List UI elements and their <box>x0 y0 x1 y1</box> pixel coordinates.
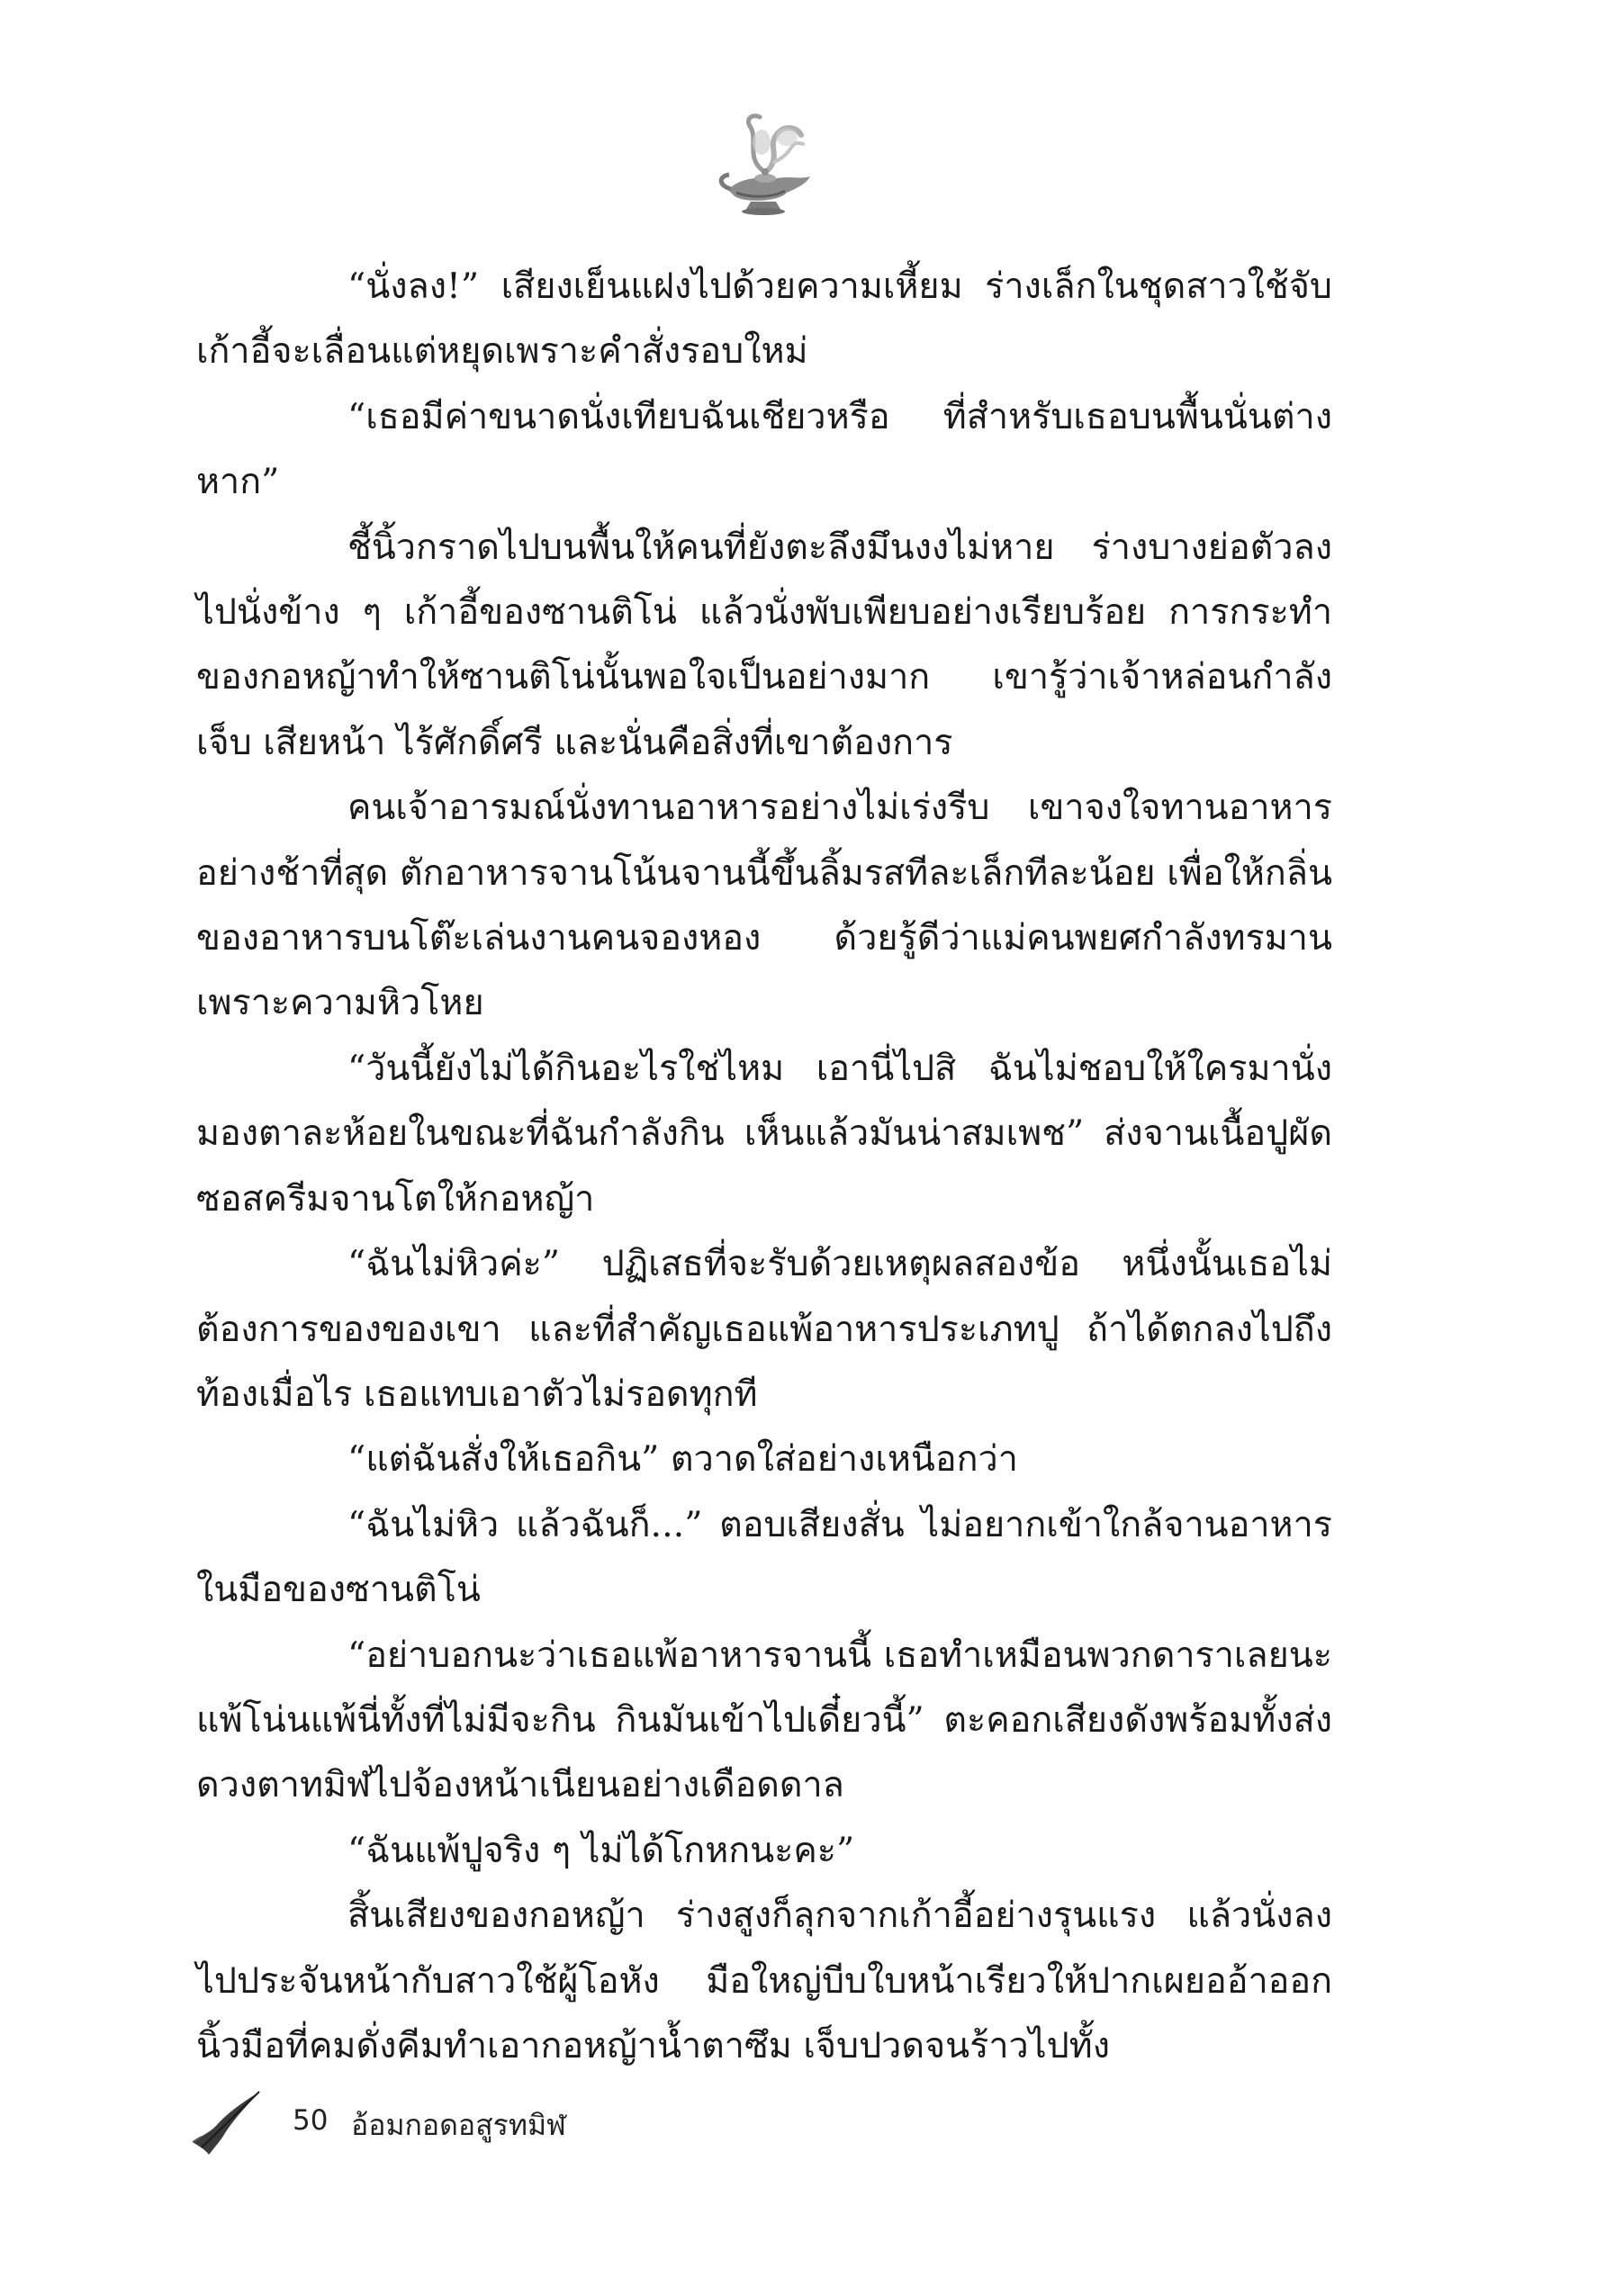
genie-lamp-icon <box>709 108 826 225</box>
paragraph: “ฉันไม่หิว แล้วฉันก็...” ตอบเสียงสั่น ไม่อยากเข้าใกล้จานอาหารในมือของซานติโน่ <box>196 1503 1332 1611</box>
paragraph: “นั่งลง!” เสียงเย็นแฝงไปด้วยความเหี้ยม ร่างเล็กในชุดสาวใช้จับเก้าอี้จะเลื่อนแต่หยุดเพราะคำสั่งรอบใหม่ <box>196 266 1332 373</box>
paragraph: “แต่ฉันสั่งให้เธอกิน” ตวาดใส่อย่างเหนือกว่า <box>347 1438 1018 1481</box>
feather-quill-icon <box>189 2086 261 2158</box>
story-text <box>196 254 1332 2078</box>
paragraph: สิ้นเสียงของกอหญ้า ร่างสูงก็ลุกจากเก้าอี้อย่างรุนแรง แล้วนั่งลงไปประจันหน้ากับสาวใช้ผู้โอหัง มือใหญ่บีบใบหน้าเรียวให้ปากเผยออ้าออก นิ้วมือที่คมดั่งคีมทำเอากอหญ้าน้ำตาซึม เจ็บปวดจนร้าวไปทั้ง <box>196 1895 1332 2066</box>
paragraph: “ฉันไม่หิวค่ะ” ปฏิเสธที่จะรับด้วยเหตุผลสองข้อ หนึ่งนั้นเธอไม่ต้องการของของเขา และที่สำคัญเธอแพ้อาหารประเภทปู ถ้าได้ตกลงไปถึงท้องเมื่อไร เธอแทบเอาตัวไม่รอดทุกที <box>196 1243 1332 1415</box>
paragraph: ชี้นิ้วกราดไปบนพื้นให้คนที่ยังตะลึงมึนงงไม่หาย ร่างบางย่อตัวลงไปนั่งข้าง ๆ เก้าอี้ของซานติโน่ แล้วนั่งพับเพียบอย่างเรียบร้อย การกระทำของกอหญ้าทำให้ซานติโน่นั้นพอใจเป็นอย่างมาก เขารู้ว่าเจ้าหล่อนกำลังเจ็บ เสียหน้า ไร้ศักดิ์ศรี และนั่นคือสิ่งที่เขาต้องการ <box>196 526 1332 763</box>
paragraph: “เธอมีค่าขนาดนั่งเทียบฉันเชียวหรือ ที่สำหรับเธอบนพื้นนั่นต่างหาก” <box>196 395 1332 503</box>
book-title: อ้อมกอดอสูรทมิฬ <box>351 2108 566 2142</box>
page-number: 50 <box>293 2104 329 2137</box>
paragraph: คนเจ้าอารมณ์นั่งทานอาหารอย่างไม่เร่งรีบ เขาจงใจทานอาหารอย่างช้าที่สุด ตักอาหารจานโน้นจานนี้ขึ้นลิ้มรสทีละเล็กทีละน้อย เพื่อให้กลิ่นของอาหารบนโต๊ะเล่นงานคนจองหอง ด้วยรู้ดีว่าแม่คนพยศกำลังทรมานเพราะความหิวโหย <box>196 787 1332 1024</box>
paragraph: “วันนี้ยังไม่ได้กินอะไรใช่ไหม เอานี่ไปสิ ฉันไม่ชอบให้ใครมานั่งมองตาละห้อยในขณะที่ฉันกำลังกิน เห็นแล้วมันน่าสมเพช” ส่งจานเนื้อปูผัดซอสครีมจานโตให้กอหญ้า <box>196 1047 1332 1220</box>
page-footer <box>189 2086 729 2167</box>
paragraph: “อย่าบอกนะว่าเธอแพ้อาหารจานนี้ เธอทำเหมือนพวกดาราเลยนะ แพ้โน่นแพ้นี่ทั้งที่ไม่มีจะกิน กินมันเข้าไปเดี๋ยวนี้” ตะคอกเสียงดังพร้อมทั้งส่งดวงตาทมิฬไปจ้องหน้าเนียนอย่างเดือดดาล <box>196 1634 1332 1806</box>
paragraph: “ฉันแพ้ปูจริง ๆ ไม่ได้โกหกนะคะ” <box>347 1829 855 1871</box>
